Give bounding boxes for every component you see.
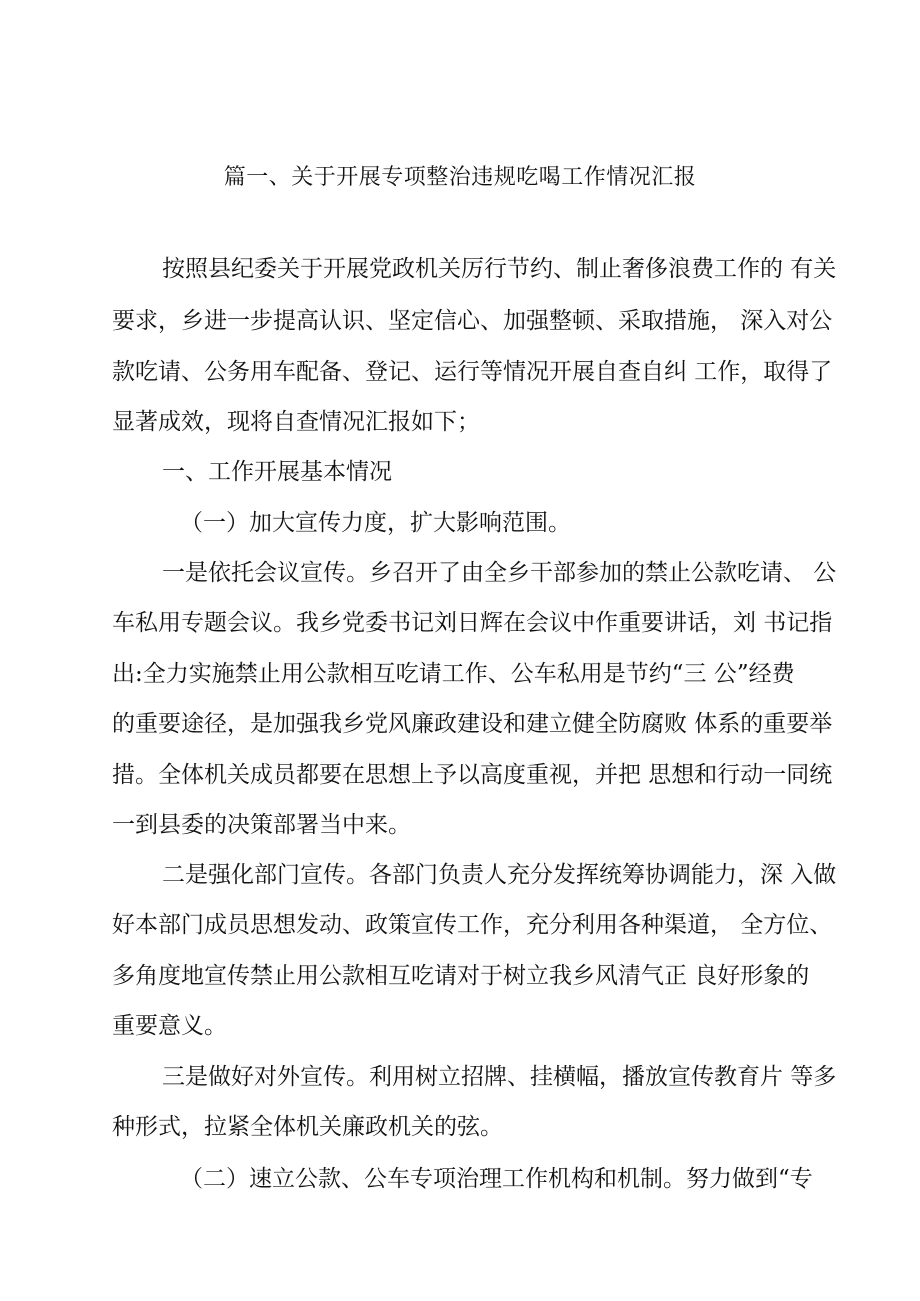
paragraph-1-line-3: 款吃请、公务用车配备、登记、运行等情况开展自查自纠 工作，取得了 [112,359,833,385]
paragraph-2-line-2: 车私用专题会议。我乡党委书记刘日辉在会议中作重要讲话，刘 书记指 [112,610,833,636]
section-heading-1: 一、工作开展基本情况 [162,459,392,485]
subsection-heading-1: （一）加大宣传力度，扩大影响范围。 [180,510,571,536]
paragraph-2-line-3: 出:全力实施禁止用公款相互吃请工作、公车私用是节约“三 公”经费 [112,661,795,687]
paragraph-2-line-1: 一是依托会议宣传。乡召开了由全乡干部参加的禁止公款吃请、 公 [162,560,837,586]
paragraph-2-line-4: 的重要途径，是加强我乡党风廉政建设和建立健全防腐败 体系的重要举 [112,711,833,737]
paragraph-3-line-4: 重要意义。 [112,1013,227,1039]
paragraph-1-line-1: 按照县纪委关于开展党政机关厉行节约、制止奢侈浪费工作的 有关 [162,256,837,282]
paragraph-4-line-1: 三是做好对外宣传。利用树立招牌、挂横幅，播放宣传教育片 等多 [162,1064,837,1090]
paragraph-1-line-4: 显著成效，现将自查情况汇报如下； [112,409,480,435]
paragraph-3-line-3: 多角度地宣传禁止用公款相互吃请对于树立我乡风清气正 良好形象的 [112,963,810,989]
paragraph-3-line-2: 好本部门成员思想发动、政策宣传工作，充分利用各种渠道， 全方位、 [112,912,833,938]
paragraph-4-line-2: 种形式，拉紧全体机关廉政机关的弦。 [112,1114,503,1140]
paragraph-1-line-2: 要求，乡进一步提高认识、坚定信心、加强整顿、采取措施， 深入对公 [112,308,833,334]
paragraph-3-line-1: 二是强化部门宣传。各部门负责人充分发挥统筹协调能力，深 入做 [162,862,837,888]
subsection-heading-2: （二）速立公款、公车专项治理工作机构和机制。努力做到“专 [180,1166,813,1192]
document-title: 篇一、关于开展专项整治违规吃喝工作情况汇报 [223,165,697,190]
paragraph-2-line-6: 一到县委的决策部署当中来。 [112,812,411,838]
paragraph-2-line-5: 措。全体机关成员都要在思想上予以高度重视，并把 思想和行动一同统 [112,762,833,788]
